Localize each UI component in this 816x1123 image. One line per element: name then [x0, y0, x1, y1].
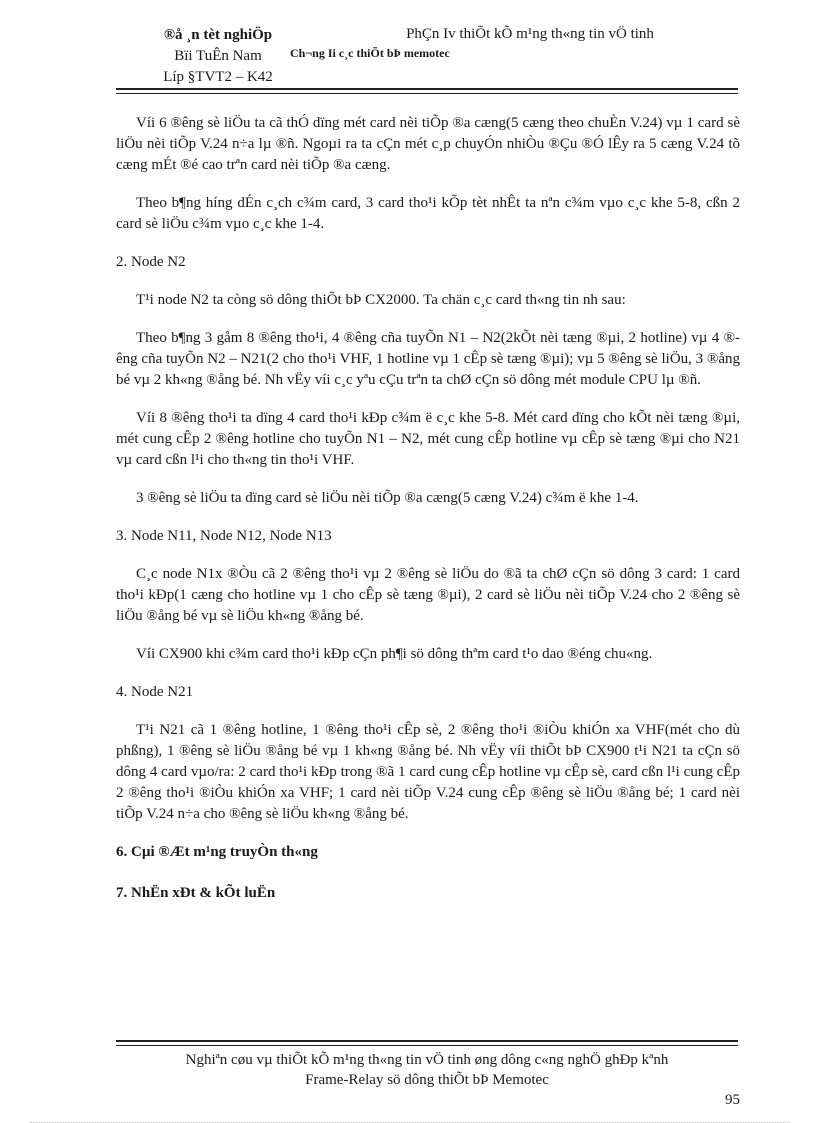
body-paragraph: Theo b¶ng 3 gåm 8 ®êng tho¹i, 4 ®êng cña tuyÕn N1 – N2(2kÕt nèi tæng ®µi, 2 hotline) vµ 4 ®êng cña tuyÕn N2 – N21(2 cho tho¹i VHF, 1 hotline vµ 1 cÊp sè tæng ®µi); vµ 5 ®êng sè liÖu, 3 ®ång bé vµ 2 kh«ng ®ång bé. Nh vËy víi c¸c yªu cÇu trªn ta chØ cÇn sö dông mét module CPU lµ ®ñ.	[116, 330, 740, 388]
chapter-heading: 7. NhËn xÐt & kÕt luËn	[116, 885, 276, 901]
header-rule-thick	[116, 88, 738, 90]
body-paragraph: 3 ®êng sè liÖu ta dïng card sè liÖu nèi tiÕp ®a cæng(5 cæng V.24) c¾m ë khe 1-4.	[136, 490, 639, 506]
body-paragraph: T¹i N21 cã 1 ®êng hotline, 1 ®êng tho¹i cÊp sè, 2 ®êng tho¹i ®iÒu khiÓn xa VHF(mét cho dù phßng), 1 ®êng sè liÖu ®ång bé vµ 1 kh«ng ®ång bé. Nh vËy víi thiÕt bÞ CX900 t¹i N21 ta cÇn sö dông 4 card vµo/ra: 2 card tho¹i kÐp trong ®ã 1 card cung cÊp hotline vµ cÊp sè, card cßn l¹i cung cÊp 2 ®êng tho¹i ®iÒu khiÓn xa VHF; 1 card nèi tiÕp V.24 cung cÊp ®êng sè liÖu ®ång bé; 1 card nèi tiÕp V.24 n÷a cho ®êng sè liÖu kh«ng ®ång bé.	[116, 722, 740, 822]
chapter-heading: 6. Cµi ®Æt m¹ng truyÒn th«ng	[116, 844, 318, 860]
body-paragraph: C¸c node N1x ®Òu cã 2 ®êng tho¹i vµ 2 ®êng sè liÖu do ®ã ta chØ cÇn sö dông 3 card: 1 card tho¹i kÐp(1 cæng cho hotline vµ 1 cho cÊp sè tæng ®µi), 2 card sè liÖu nèi tiÕp V.24 cho 2 ®êng sè liÖu ®ång bé vµ sè liÖu kh«ng ®ång bé.	[116, 566, 740, 624]
author-name: Bïi TuÊn Nam	[174, 48, 262, 64]
footer-line-2: Frame-Relay sö dông thiÕt bÞ Memotec	[305, 1072, 549, 1088]
section-heading: 4. Node N21	[116, 684, 194, 700]
page-number: 95	[725, 1092, 740, 1108]
footer-rule-thin	[116, 1045, 738, 1046]
page-body	[116, 113, 740, 924]
section-heading: 2. Node N2	[116, 254, 186, 270]
footer-rule-thick	[116, 1040, 738, 1042]
page-footer	[116, 1050, 738, 1090]
header-rule-thin	[116, 93, 738, 94]
body-paragraph: Theo b¶ng híng dÉn c¸ch c¾m card, 3 card tho¹i kÕp tèt nhÊt ta nªn c¾m vµo c¸c khe 5-8, cßn 2 card sè liÖu c¾m vµo c¸c khe 1-4.	[116, 195, 740, 232]
thesis-title: ®å ¸n tèt nghiÖp	[163, 27, 273, 43]
section-title: Ch¬ng Ii c¸c thiÕt bÞ memotec	[290, 46, 450, 60]
body-paragraph: Víi 6 ®êng sè liÖu ta cã thÓ dïng mét card nèi tiÕp ®a cæng(5 cæng theo chuÈn V.24) vµ 1 card sè liÖu nèi tiÕp V.24 n÷a lµ ®ñ. Ngoµi ra ta cÇn mét c¸p chuyÓn nhiÒu ®Çu ®Ó lÊy ra 5 cæng V.24 tõ cæng mÉt ®é cao trªn card nèi tiÕp ®a cæng.	[116, 115, 740, 173]
section-heading: 3. Node N11, Node N12, Node N13	[116, 528, 332, 544]
footer-line-1: Nghiªn cøu vµ thiÕt kÕ m¹ng th«ng tin vÖ tinh øng dông c«ng nghÖ ghÐp kªnh	[185, 1052, 669, 1068]
chapter-title: PhÇn Iv thiÕt kÕ m¹ng th«ng tin vÖ tinh	[406, 26, 654, 42]
header-right-block	[290, 24, 730, 62]
body-paragraph: Víi CX900 khi c¾m card tho¹i kÐp cÇn ph¶i sö dông thªm card t¹o dao ®éng chu«ng.	[136, 646, 653, 662]
body-paragraph: T¹i node N2 ta còng sö dông thiÕt bÞ CX2000. Ta chän c¸c card th«ng tin nh sau:	[136, 292, 626, 308]
body-paragraph: Víi 8 ®êng tho¹i ta dïng 4 card tho¹i kÐp c¾m ë c¸c khe 5-8. Mét card dïng cho kÕt nèi tæng ®µi, mét cung cÊp 2 ®êng hotline cho tuyÕn N1 – N2, mét cung cÊp hotline vµ cÊp sè tæng ®µi cho N21 vµ card cßn l¹i cho th«ng tin tho¹i VHF.	[116, 410, 740, 468]
class-name: Líp §TVT2 – K42	[163, 69, 273, 85]
